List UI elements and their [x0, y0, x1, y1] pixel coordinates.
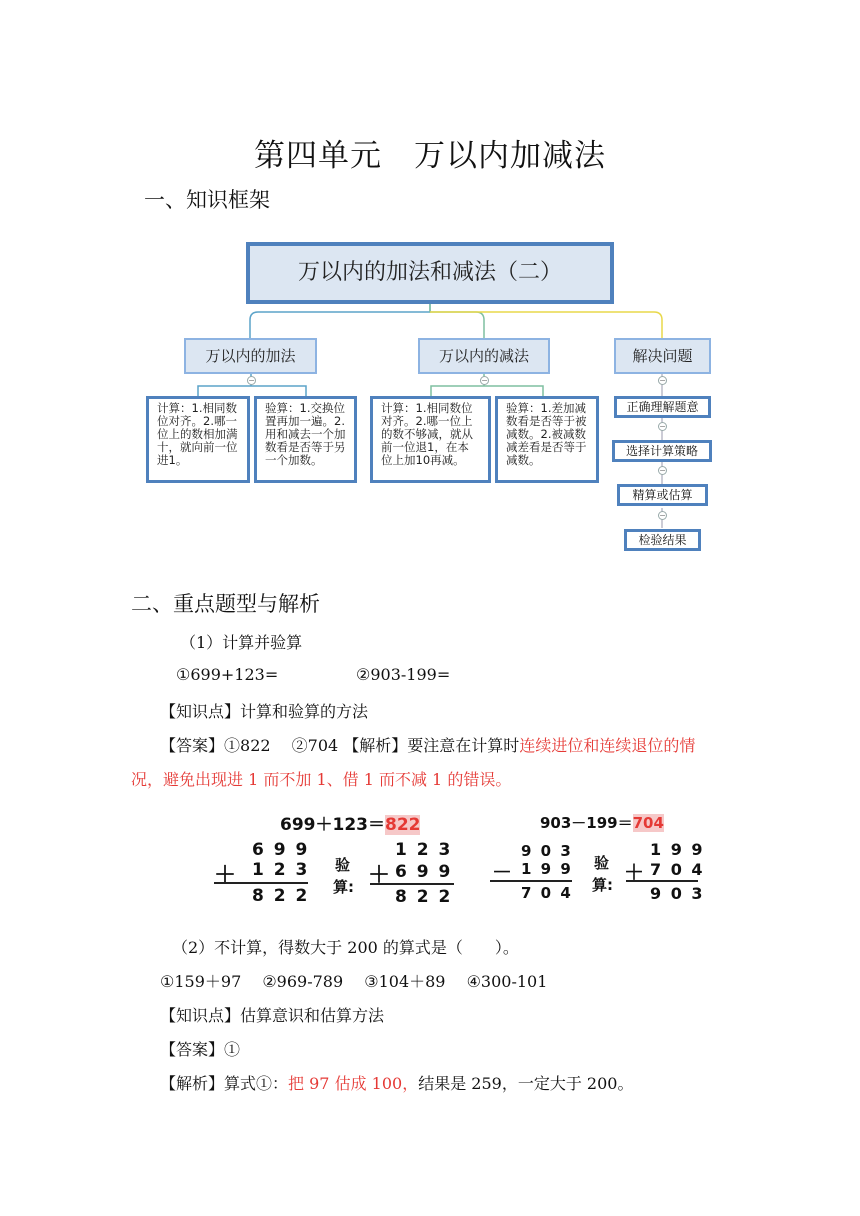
section-key-questions: 二、重点题型与解析	[131, 592, 320, 616]
node-subtraction: 万以内的减法	[418, 338, 550, 374]
leaf-addition-calc: 计算：1.相同数位对齐。2.哪一位上的数相加满十，就向前一位进1。	[146, 396, 250, 483]
section-knowledge-framework: 一、知识框架	[144, 188, 270, 212]
step-estimate: 精算或估算	[617, 484, 708, 506]
calc2-line	[490, 880, 572, 882]
calc1-result: 8 2 2	[252, 886, 310, 906]
verify-label-2: 算:	[333, 878, 354, 896]
collapse-icon: −	[659, 422, 666, 431]
collapse-icon: −	[659, 466, 666, 475]
calc1-top: 6 9 9	[252, 840, 310, 860]
q1-knowledge: 【知识点】计算和验算的方法	[160, 702, 369, 721]
check2-result: 9 0 3	[650, 884, 705, 903]
q2-answer: 【答案】①	[160, 1040, 241, 1059]
q2-options: ①159＋97 ②969-789 ③104＋89 ④300-101	[160, 972, 548, 991]
calc2-result: 7 0 4	[521, 884, 573, 902]
collapse-icon: −	[659, 376, 666, 385]
mind-map-root: 万以内的加法和减法（二）	[246, 242, 614, 304]
calc1-line	[214, 882, 308, 884]
collapse-icon: −	[481, 376, 488, 385]
node-addition: 万以内的加法	[184, 338, 317, 374]
check1-mid: 6 9 9	[395, 862, 453, 882]
check2-mid: 7 0 4	[650, 860, 705, 879]
calc2-mid: 1 9 9	[521, 860, 573, 878]
step-verify: 检验结果	[624, 529, 701, 551]
collapse-icon: −	[248, 376, 255, 385]
collapse-icon: −	[659, 511, 666, 520]
check1-top: 1 2 3	[395, 840, 453, 860]
q2-title: （2）不计算，得数大于 200 的算式是（ ）。	[172, 938, 519, 957]
check1-line	[370, 883, 454, 885]
q1-title: （1）计算并验算	[180, 633, 303, 652]
check2-line	[626, 880, 698, 882]
calc2-op: －	[492, 860, 512, 884]
q1-answer-line: 【答案】①822 ②704 【解析】要注意在计算时连续进位和连续退位的情	[160, 736, 696, 755]
q1-analysis-cont: 况，避免出现进 1 而不加 1、借 1 而不减 1 的错误。	[131, 770, 512, 789]
page-title: 第四单元 万以内加减法	[254, 138, 606, 174]
check1-result: 8 2 2	[395, 887, 453, 907]
eq2: 903－199＝704	[540, 814, 664, 832]
eq1: 699＋123＝822	[280, 815, 421, 835]
check2-op: ＋	[624, 860, 644, 884]
leaf-subtraction-calc: 计算：1.相同数位对齐。2.哪一位上的数不够减，就从前一位退1，在本位上加10再减。	[370, 396, 491, 483]
check2-top: 1 9 9	[650, 840, 705, 859]
q1-item-1: ①699+123=	[176, 665, 279, 684]
verify-label-b: 验	[594, 854, 610, 872]
calc1-op: ＋	[214, 863, 237, 888]
leaf-subtraction-check: 验算：1.差加减数看是否等于被减数。2.被减数减差看是否等于减数。	[495, 396, 599, 483]
verify-label-b-2: 算:	[592, 876, 613, 894]
node-problem-solving: 解决问题	[614, 338, 711, 374]
calc1-mid: 1 2 3	[252, 860, 310, 880]
q2-knowledge: 【知识点】估算意识和估算方法	[160, 1006, 385, 1025]
step-understand: 正确理解题意	[614, 396, 711, 418]
calc2-top: 9 0 3	[521, 842, 573, 860]
q1-item-2: ②903-199=	[356, 665, 451, 684]
step-strategy: 选择计算策略	[612, 440, 712, 462]
q2-analysis: 【解析】算式①：把 97 估成 100，结果是 259，一定大于 200。	[160, 1074, 634, 1093]
verify-label: 验	[335, 856, 351, 874]
check1-op: ＋	[368, 863, 391, 888]
leaf-addition-check: 验算：1.交换位置再加一遍。2.用和减去一个加数看是否等于另一个加数。	[254, 396, 357, 483]
